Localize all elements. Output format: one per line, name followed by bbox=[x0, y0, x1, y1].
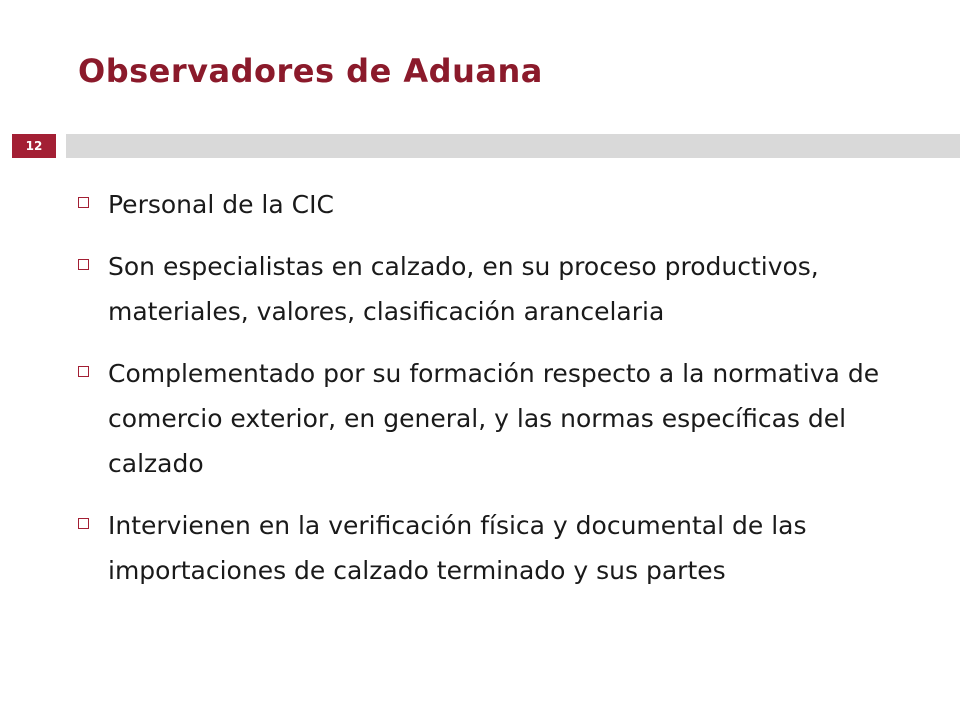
bullet-text: Intervienen en la verificación física y documental de las importaciones de calzado terminado y sus partes bbox=[108, 511, 807, 585]
header-divider-bar bbox=[66, 134, 960, 158]
bullet-item bbox=[78, 182, 918, 227]
slide-number-badge: 12 bbox=[12, 134, 56, 158]
bullet-item bbox=[78, 351, 918, 486]
bullet-text: Complementado por su formación respecto a la normativa de comercio exterior, en general, y las normas específicas del calzado bbox=[108, 359, 880, 478]
bullet-list bbox=[78, 182, 918, 610]
hollow-square-icon bbox=[78, 518, 89, 529]
bullet-item bbox=[78, 244, 918, 334]
bullet-text: Personal de la CIC bbox=[108, 190, 334, 219]
bullet-text: Son especialistas en calzado, en su proceso productivos, materiales, valores, clasificación arancelaria bbox=[108, 252, 819, 326]
hollow-square-icon bbox=[78, 366, 89, 377]
slide-title: Observadores de Aduana bbox=[78, 52, 543, 90]
hollow-square-icon bbox=[78, 259, 89, 270]
bullet-item bbox=[78, 503, 918, 593]
hollow-square-icon bbox=[78, 197, 89, 208]
